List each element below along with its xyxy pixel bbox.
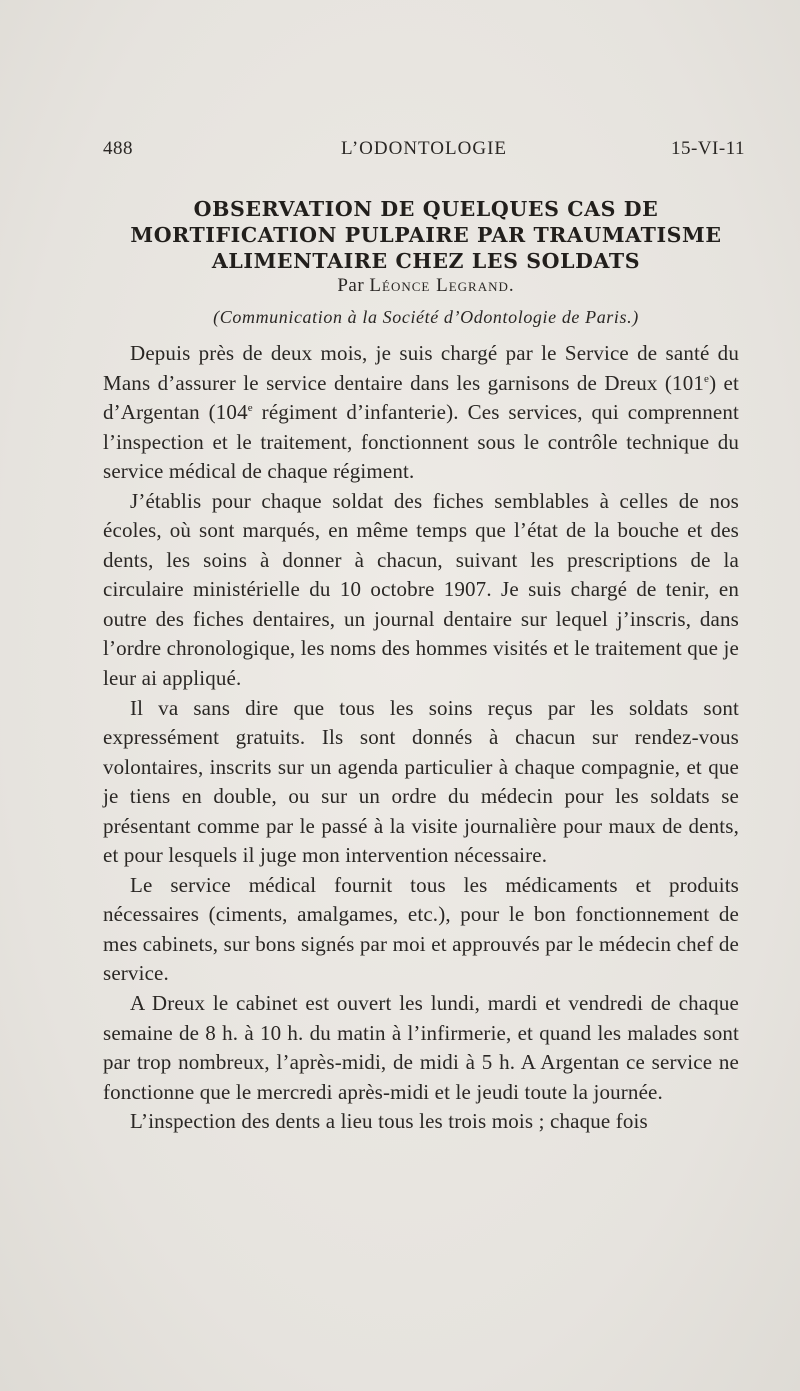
superscript-e: e: [247, 402, 253, 415]
running-header: [103, 138, 745, 164]
paragraph-3: Il va sans dire que tous les soins reçus par les soldats sont expressément gratuits. Ils sont donnés à chacun sur rendez-vous volontaires, inscrits sur un agenda particulier à chaque compagnie, et que je tiens en double, ou sur un ordre du médecin pour les soldats se présentant comme par le passé à la visite journalière pour maux de dents, et pour lesquels il juge mon intervention nécessaire.: [103, 695, 739, 868]
title-line-2: MORTIFICATION PULPAIRE PAR TRAUMATISME: [130, 223, 722, 247]
superscript-e: e: [704, 372, 710, 385]
title-line-3: ALIMENTAIRE CHEZ LES SOLDATS: [211, 249, 641, 273]
paragraph-1: [103, 339, 739, 487]
paragraph-5: A Dreux le cabinet est ouvert les lundi, mardi et vendredi de chaque semaine de 8 h. à 10 h. du matin à l’infirmerie, et quand les malades sont par trop nombreux, l’après-midi, de midi à 5 h. A Argentan ce service ne fonctionne que le mercredi après-midi et le jeudi toute la journée.: [103, 991, 739, 1104]
title-line-1: OBSERVATION DE QUELQUES CAS DE: [193, 197, 659, 221]
paragraph-1-part-c: régiment d’infanterie). Ces services, qui comprennent l’inspection et le traitement, fonctionnent sous le contrôle technique du service médical de chaque régiment.: [103, 400, 739, 484]
journal-title: L’ODONTOLOGIE: [340, 138, 508, 159]
paragraph-4: Le service médical fournit tous les médicaments et produits nécessaires (ciments, amalgames, etc.), pour le bon fonctionnement de mes cabinets, sur bons signés par moi et approuvés par le médecin chef de service.: [103, 872, 739, 986]
paragraph-6: L’inspection des dents a lieu tous les trois mois ; chaque fois: [130, 1109, 648, 1134]
paragraph-1-part-b: ) et d’Argentan (104: [103, 370, 740, 425]
author-name: Léonce Legrand.: [369, 275, 515, 296]
byline-prefix: Par: [337, 275, 365, 296]
paragraph-1-part-a: Depuis près de deux mois, je suis chargé par le Service de santé du Mans d’assurer le service dentaire dans les garnisons de Dreux (101: [103, 341, 739, 395]
byline: [100, 275, 752, 297]
article-body: [103, 339, 739, 1137]
paragraph-2: J’établis pour chaque soldat des fiches semblables à celles de nos écoles, où sont marqués, en même temps que l’état de la bouche et des dents, les soins à donner à chacun, suivant les prescriptions de la circulaire ministérielle du 10 octobre 1907. Je suis chargé de tenir, en outre des fiches dentaires, un journal dentaire sur lequel j’inscris, dans l’ordre chronologique, les noms des hommes visités et le traitement que je leur ai appliqué.: [103, 488, 739, 691]
communication-note: (Communication à la Société d’Odontologie de Paris.): [213, 307, 639, 327]
issue-date: 15-VI-11: [671, 138, 745, 159]
page-number: 488: [103, 138, 133, 159]
article-title: [100, 196, 752, 274]
